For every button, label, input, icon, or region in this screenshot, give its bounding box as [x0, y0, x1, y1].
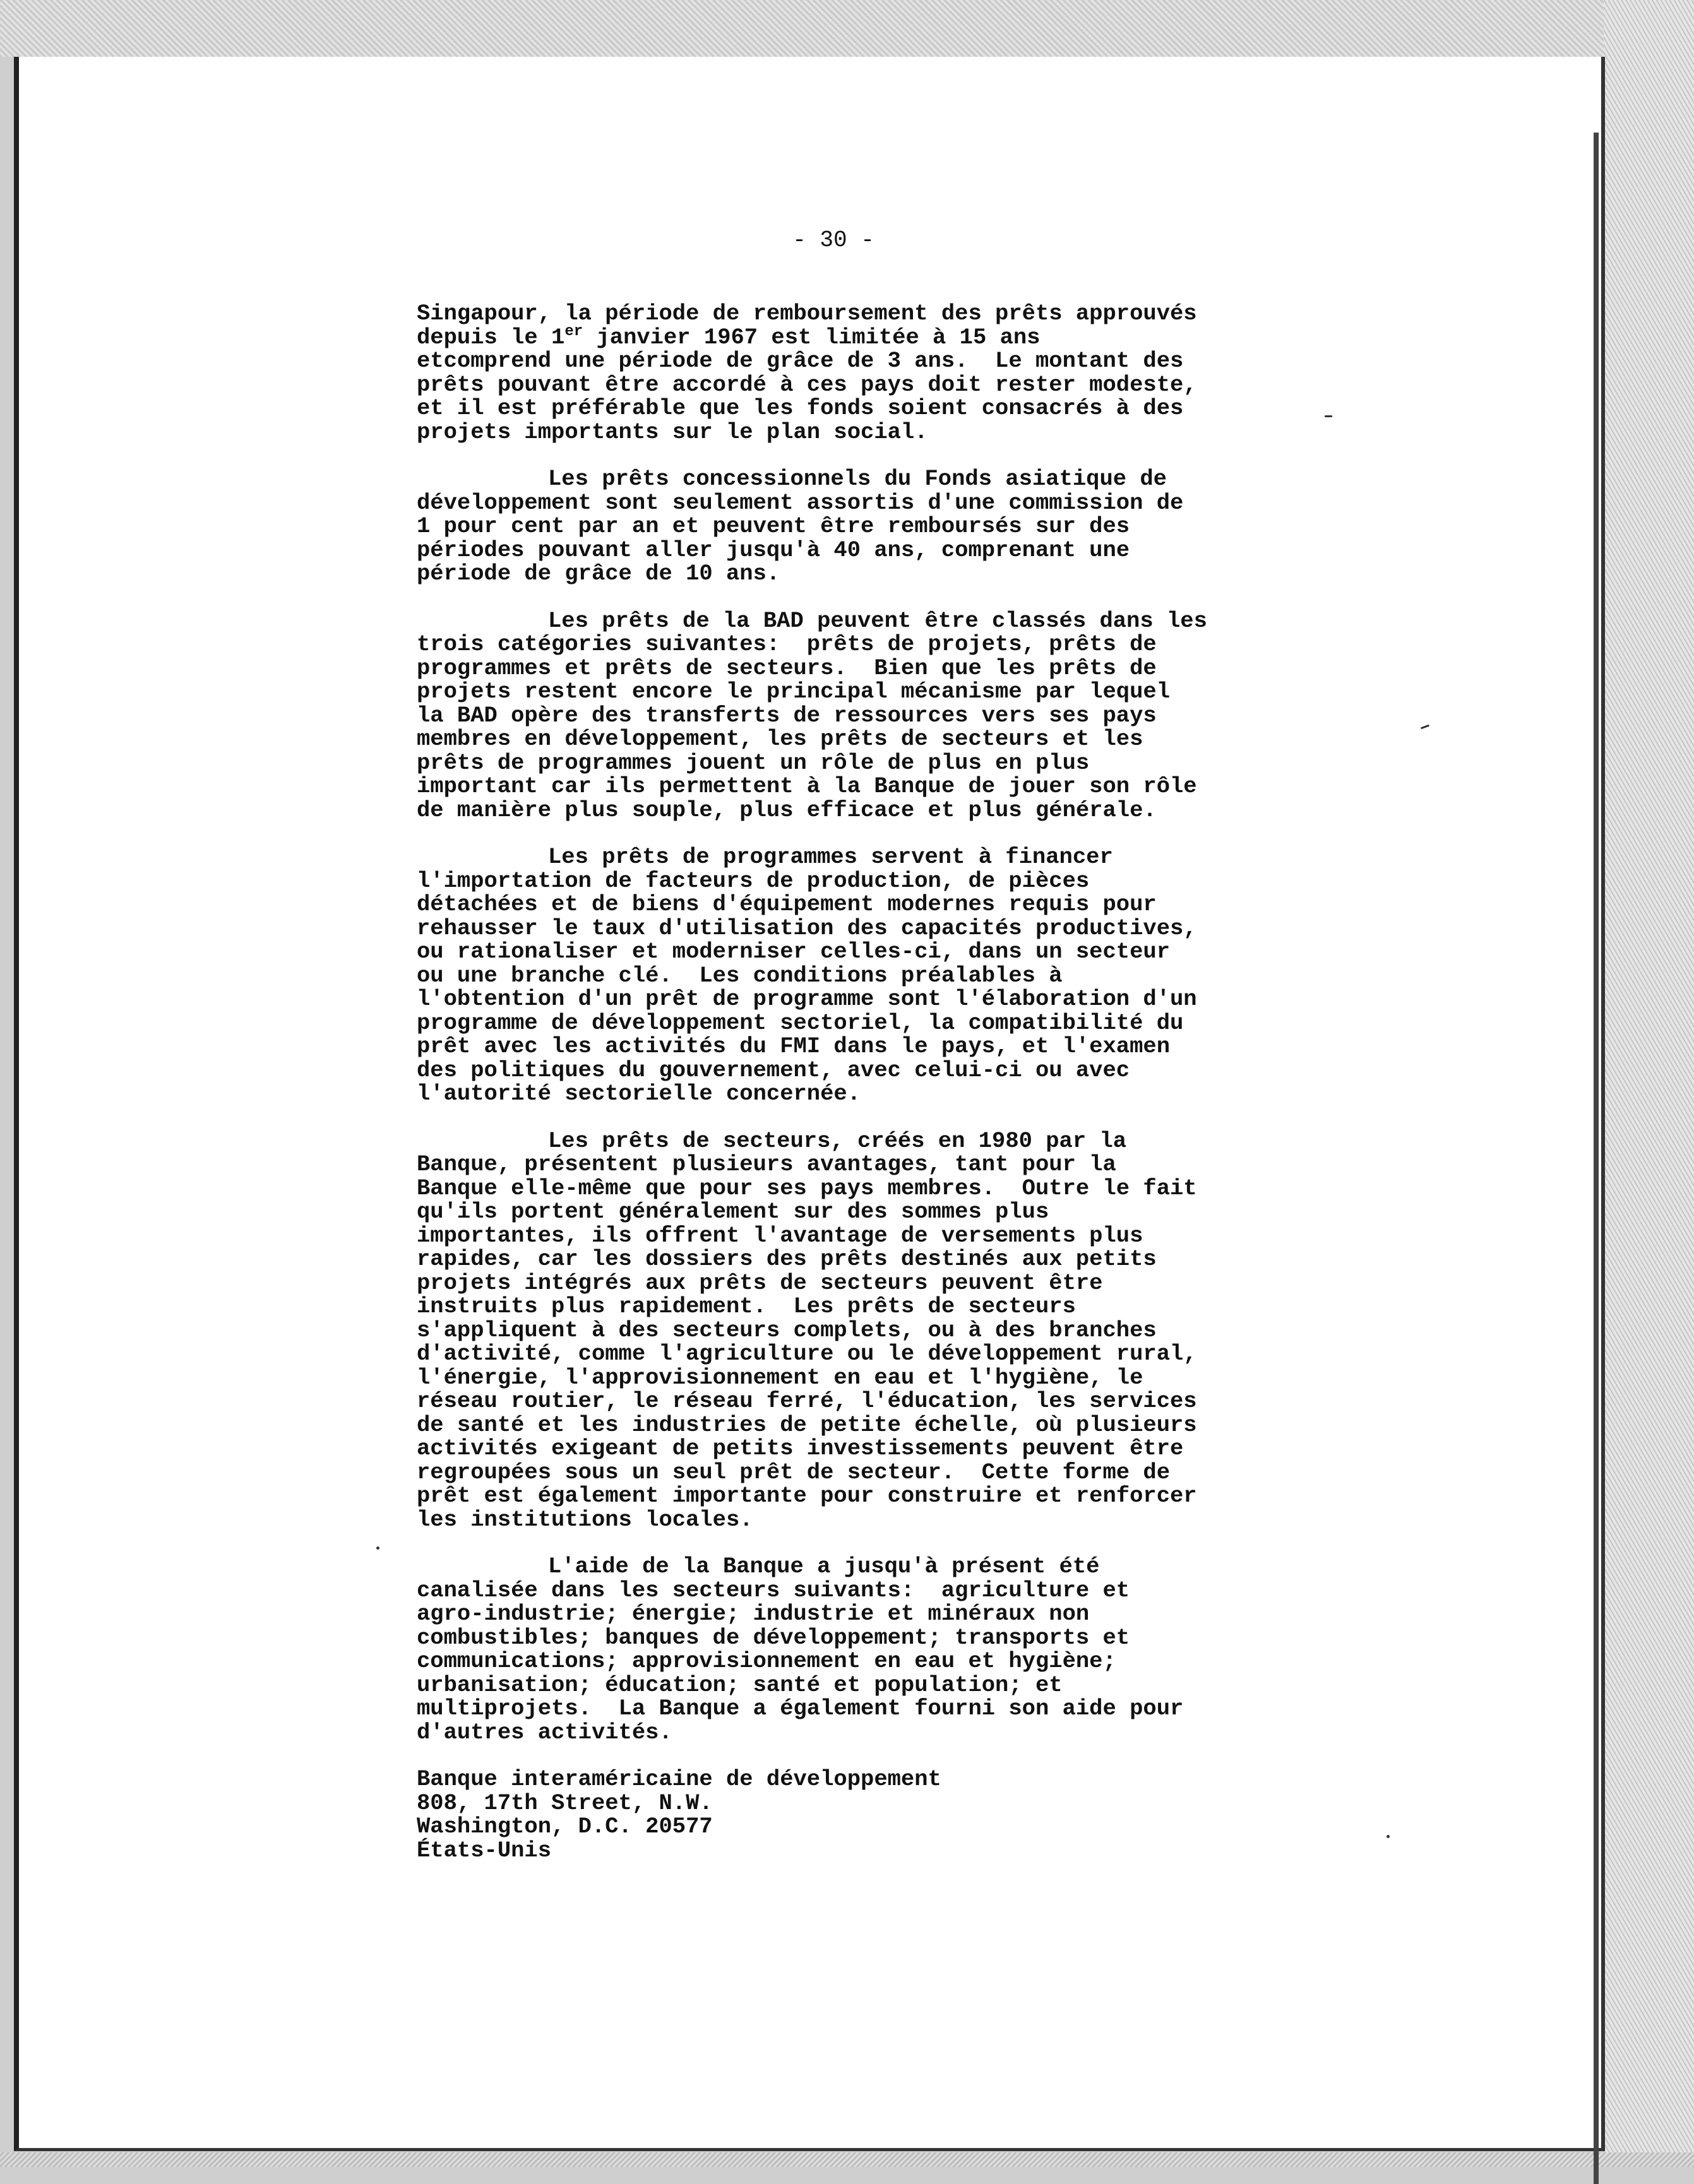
paragraph: [417, 1555, 1294, 1744]
text-line: activités exigeant de petits investissements peuvent être: [417, 1435, 1184, 1461]
text-line: Banque elle-même que pour ses pays membres. Outre le fait: [417, 1175, 1197, 1201]
text-line: prêt est également importante pour construire et renforcer: [417, 1483, 1197, 1509]
scan-speck: [376, 1546, 379, 1550]
text-line: trois catégories suivantes: prêts de projets, prêts de: [417, 631, 1157, 657]
text-line: instruits plus rapidement. Les prêts de secteurs: [417, 1293, 1076, 1319]
text-line: prêt avec les activités du FMI dans le pays, et l'examen: [417, 1033, 1170, 1059]
paragraph: [417, 302, 1294, 444]
text-line: Les prêts de secteurs, créés en 1980 par la: [548, 1127, 1127, 1154]
address-line: Banque interaméricaine de développement: [417, 1766, 941, 1792]
text-line: Les prêts de programmes servent à financer: [548, 844, 1113, 870]
paragraph: [417, 845, 1294, 1106]
text-line: Singapour, la période de remboursement des prêts approuvés: [417, 300, 1197, 326]
text-line: important car ils permettent à la Banque de jouer son rôle: [417, 773, 1197, 799]
text-line: de manière plus souple, plus efficace et plus générale.: [417, 797, 1157, 823]
text-line: agro-industrie; énergie; industrie et minéraux non: [417, 1601, 1090, 1627]
text-line: rehausser le taux d'utilisation des capacités productives,: [417, 915, 1197, 941]
text-line: qu'ils portent généralement sur des sommes plus: [417, 1199, 1049, 1225]
text-line: rapides, car les dossiers des prêts destinés aux petits: [417, 1246, 1157, 1272]
text-line: projets importants sur le plan social.: [417, 418, 928, 445]
text-line: urbanisation; éducation; santé et population; et: [417, 1671, 1063, 1698]
text-line: multiprojets. La Banque a également fourni son aide pour: [417, 1695, 1184, 1721]
text-line: communications; approvisionnement en eau et hygiène;: [417, 1648, 1116, 1674]
text-line: importantes, ils offrent l'avantage de versements plus: [417, 1222, 1143, 1249]
address-line: Washington, D.C. 20577: [417, 1813, 713, 1839]
scan-background-right: [1604, 0, 1694, 2167]
text-line: s'appliquent à des secteurs complets, ou à des branches: [417, 1317, 1157, 1343]
text-line: l'obtention d'un prêt de programme sont l'élaboration d'un: [417, 986, 1197, 1012]
text-fragment: janvier 1967 est limitée à 15 ans: [583, 324, 1041, 350]
text-line: réseau routier, le réseau ferré, l'éducation, les services: [417, 1388, 1197, 1414]
address-line: 808, 17th Street, N.W.: [417, 1789, 713, 1816]
text-line: détachées et de biens d'équipement modernes requis pour: [417, 891, 1157, 917]
text-line: 1 pour cent par an et peuvent être remboursés sur des: [417, 513, 1130, 539]
text-line: les institutions locales.: [417, 1506, 753, 1533]
text-line: ou une branche clé. Les conditions préalables à: [417, 962, 1063, 988]
text-line: période de grâce de 10 ans.: [417, 561, 780, 586]
scan-background-bottom: [0, 2152, 1694, 2167]
text-line: périodes pouvant aller jusqu'à 40 ans, comprenant une: [417, 537, 1130, 563]
text-line: l'autorité sectorielle concernée.: [417, 1081, 861, 1107]
paragraph: [417, 467, 1294, 586]
text-line: programmes et prêts de secteurs. Bien que les prêts de: [417, 655, 1157, 681]
paragraph: [417, 1129, 1294, 1532]
binding-edge: [1594, 133, 1599, 2184]
text-fragment: depuis le 1: [417, 324, 565, 350]
text-line: Les prêts concessionnels du Fonds asiatique de: [548, 466, 1167, 492]
text-line: Les prêts de la BAD peuvent être classés dans les: [548, 607, 1207, 634]
scan-background-top: [0, 0, 1694, 57]
text-line: [417, 323, 1294, 350]
text-line: l'énergie, l'approvisionnement en eau et l'hygiène, le: [417, 1364, 1143, 1391]
text-line: prêts pouvant être accordé à ces pays doit rester modeste,: [417, 371, 1197, 398]
text-line: programme de développement sectoriel, la compatibilité du: [417, 1009, 1184, 1036]
text-line: développement sont seulement assortis d'une commission de: [417, 489, 1184, 516]
text-line: Banque, présentent plusieurs avantages, tant pour la: [417, 1151, 1116, 1177]
text-line: projets restent encore le principal mécanisme par lequel: [417, 679, 1170, 704]
text-line: des politiques du gouvernement, avec celui-ci ou avec: [417, 1057, 1130, 1083]
text-line: d'activité, comme l'agriculture ou le développement rural,: [417, 1341, 1197, 1367]
text-line: de santé et les industries de petite échelle, où plusieurs: [417, 1411, 1197, 1438]
page-number: - 30 -: [792, 227, 874, 253]
text-line: etcomprend une période de grâce de 3 ans. Le montant des: [417, 348, 1184, 374]
scan-speck: [1387, 1835, 1390, 1838]
text-line: combustibles; banques de développement; transports et: [417, 1624, 1130, 1651]
text-line: projets intégrés aux prêts de secteurs peuvent être: [417, 1269, 1103, 1296]
text-line: prêts de programmes jouent un rôle de plus en plus: [417, 749, 1090, 776]
address-line: États-Unis: [417, 1837, 552, 1863]
scan-speck: [1325, 415, 1332, 417]
paragraph: [417, 609, 1294, 822]
text-line: d'autres activités.: [417, 1719, 672, 1745]
text-line: L'aide de la Banque a jusqu'à présent été: [548, 1553, 1100, 1579]
address-block: [417, 1767, 1294, 1862]
text-line: regroupées sous un seul prêt de secteur. Cette forme de: [417, 1459, 1170, 1485]
document-body: [417, 302, 1294, 1885]
text-line: canalisée dans les secteurs suivants: agriculture et: [417, 1577, 1130, 1603]
text-line: et il est préférable que les fonds soient consacrés à des: [417, 395, 1184, 421]
text-line: ou rationaliser et moderniser celles-ci, dans un secteur: [417, 939, 1170, 964]
superscript: er: [564, 323, 583, 340]
text-line: membres en développement, les prêts de secteurs et les: [417, 726, 1143, 752]
text-line: l'importation de facteurs de production, de pièces: [417, 867, 1090, 894]
text-line: la BAD opère des transferts de ressources vers ses pays: [417, 702, 1157, 728]
